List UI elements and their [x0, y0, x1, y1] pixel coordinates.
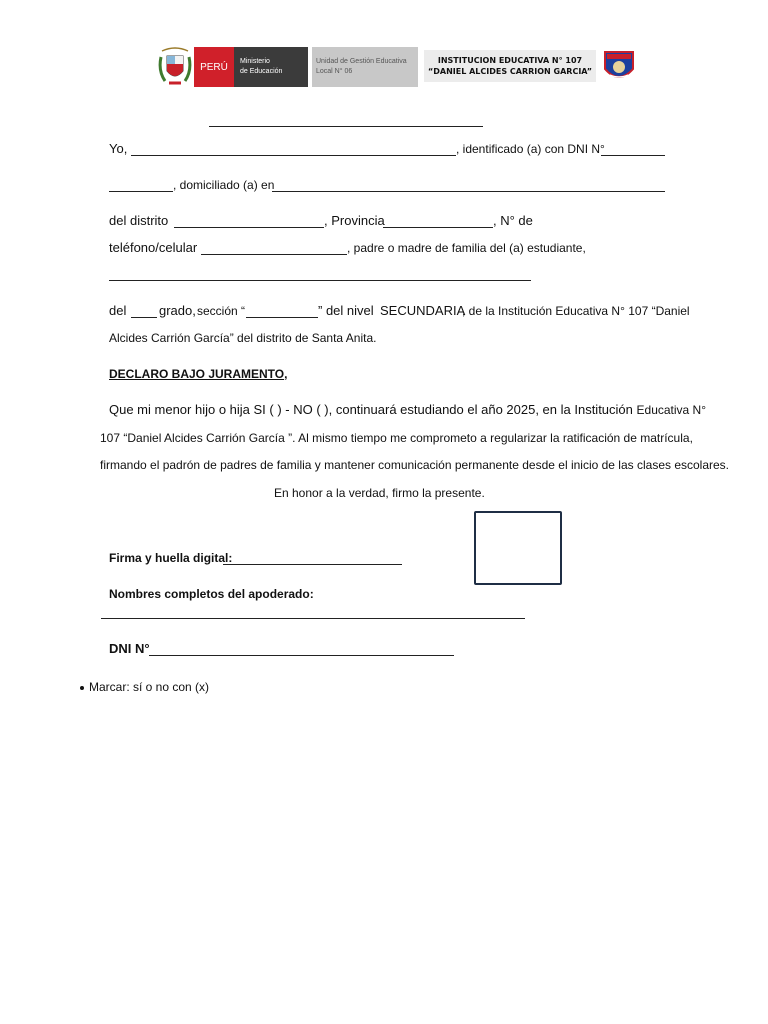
- student-name-field[interactable]: [109, 280, 531, 281]
- distrito-field[interactable]: [174, 227, 324, 228]
- telefono-suffix-label: , N° de: [493, 213, 533, 228]
- dni-field[interactable]: [149, 655, 454, 656]
- padre-label: , padre o madre de familia del (a) estudiante,: [347, 241, 586, 255]
- marcar-note: Marcar: sí o no con (x): [89, 680, 210, 694]
- ugel-logo: [312, 47, 418, 87]
- domiciliado-label: , domiciliado (a) en: [173, 178, 275, 192]
- provincia-label: , Provincia: [324, 213, 385, 228]
- paragraph-line-2: 107 “Daniel Alcides Carrión García ”. Al mismo tiempo me comprometo a regularizar la ratificación de matrícula,: [100, 431, 693, 445]
- paragraph-line-1a: Que mi menor hijo o hija SI ( ) - NO ( ), continuará estudiando el año 2025, en la Institución: [109, 402, 633, 417]
- fingerprint-box[interactable]: [474, 511, 562, 585]
- ugel-line2: Local N° 06: [316, 68, 353, 75]
- ministerio-line2: de Educación: [240, 68, 283, 75]
- telefono-field[interactable]: [201, 254, 347, 255]
- title-blank-line[interactable]: [209, 126, 483, 127]
- name-field[interactable]: [131, 155, 456, 156]
- distrito-label: del distrito: [109, 213, 169, 228]
- telefono-label: teléfono/celular: [109, 240, 198, 255]
- declaro-heading: [109, 367, 287, 381]
- yo-label: Yo,: [109, 141, 128, 156]
- school-name-banner: [424, 50, 596, 82]
- provincia-field[interactable]: [383, 227, 493, 228]
- dni-field-continued[interactable]: [109, 191, 173, 192]
- address-field[interactable]: [272, 191, 665, 192]
- seccion-label: sección “: [197, 304, 246, 318]
- dni-label: DNI N°: [109, 641, 150, 656]
- grado-field[interactable]: [131, 317, 157, 318]
- nombres-field[interactable]: [101, 618, 525, 619]
- identificado-label: , identificado (a) con DNI N°: [456, 142, 605, 156]
- honor-line: En honor a la verdad, firmo la presente.: [274, 486, 485, 500]
- school-name-line2: “DANIEL ALCIDES CARRION GARCIA”: [427, 67, 593, 76]
- paragraph-line-1b: Educativa N°: [636, 403, 707, 417]
- school-name-line1: INSTITUCION EDUCATIVA N° 107: [437, 56, 583, 65]
- nivel-value: SECUNDARIA: [380, 303, 466, 318]
- seccion-field[interactable]: [246, 317, 318, 318]
- peru-logo-label: PERÚ: [194, 47, 234, 87]
- firma-field[interactable]: [223, 564, 402, 565]
- nivel-prefix-label: ” del nivel: [318, 303, 374, 318]
- bullet-icon: [80, 686, 84, 690]
- del-label: del: [109, 303, 127, 318]
- school-shield-icon: [602, 49, 636, 85]
- grado-label: grado,: [159, 303, 196, 318]
- declaro-comma: ,: [284, 367, 288, 381]
- ugel-line1: Unidad de Gestión Educativa: [316, 58, 407, 65]
- peru-coat-of-arms-icon: [158, 47, 192, 87]
- nombres-label: Nombres completos del apoderado:: [109, 587, 314, 601]
- paragraph-line-3: firmando el padrón de padres de familia y mantener comunicación permanente desde el inicio de las clases escolares.: [100, 458, 730, 472]
- alcides-line: Alcides Carrión García” del distrito de Santa Anita.: [109, 331, 377, 345]
- nivel-suffix-label: , de la Institución Educativa N° 107 “Daniel: [462, 304, 690, 318]
- ministerio-line1: Ministerio: [240, 58, 270, 65]
- dni-field-top[interactable]: [601, 155, 665, 156]
- declaro-text: DECLARO BAJO JURAMENTO: [109, 367, 285, 381]
- paragraph-line-1: [109, 403, 706, 417]
- firma-label: Firma y huella digital:: [109, 551, 233, 565]
- ministerio-logo: [234, 47, 308, 87]
